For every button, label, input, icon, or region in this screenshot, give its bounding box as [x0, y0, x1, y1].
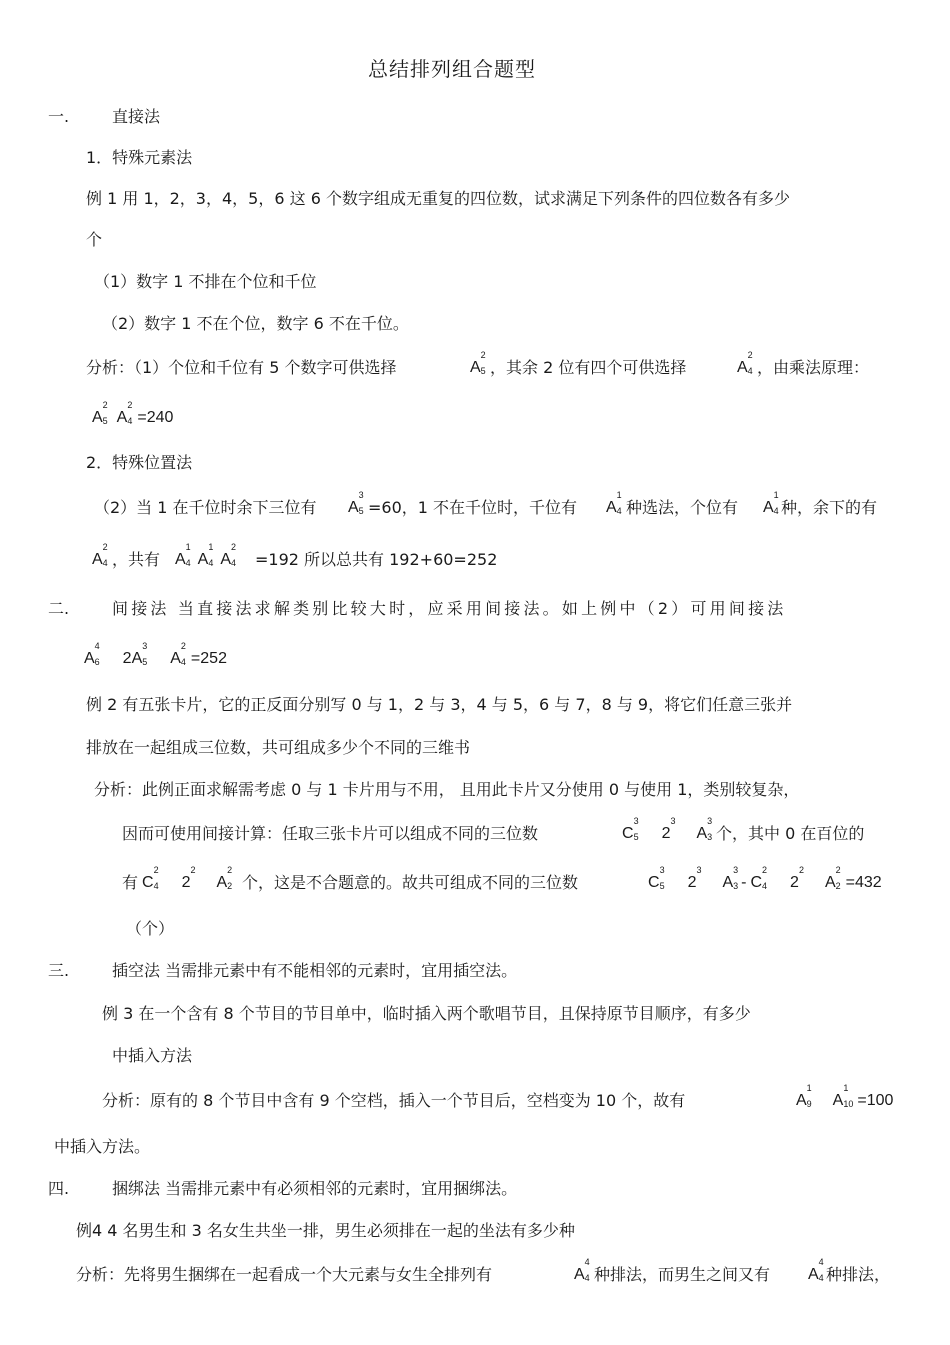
example-3-line-1: 例 3 在一个含有 8 个节目的节目单中，临时插入两个歌唱节目，且保持原节目顺序，有多少: [102, 1004, 751, 1023]
part-2-text-b: =60，1 不在千位时，千位有: [368, 498, 578, 517]
section-4-heading: 捆绑法 当需排元素中有必须相邻的元素时，宜用捆绑法。: [112, 1179, 518, 1198]
example-1-line-1: 例 1 用 1，2，3，4，5，6 这 6 个数字组成无重复的四位数，试求满足下列条件的四位数各有多少: [86, 189, 790, 208]
example-4-line-1: 例4 4 名男生和 3 名女生共坐一排，男生必须排在一起的坐法有多少种: [76, 1221, 575, 1240]
analysis-1-text-a: 分析：（1）个位和千位有 5 个数字可供选择: [86, 358, 397, 377]
page-title: 总结排列组合题型: [368, 57, 536, 81]
section-1-number: 一.: [48, 107, 70, 126]
analysis-4-text-c: 种排法，: [826, 1265, 891, 1284]
analysis-2-line-1: 分析：此例正面求解需考虑 0 与 1 卡片用与不用， 且用此卡片又分使用 0 与使用 1，类别较复杂，: [94, 780, 800, 799]
perm-A-4-1-b: A 1 4: [763, 490, 779, 516]
part-3-expression: A 1 4 A 1 4 A 2 4: [175, 542, 237, 568]
perm-A-5-3: A 3 5: [348, 490, 364, 516]
perm-A-4-4-a: A 4 4: [574, 1257, 590, 1283]
perm-A-4-2: A 2 4: [737, 350, 753, 376]
perm-A-5-2: A 2 5: [470, 350, 486, 376]
part-2-text-a: （2）当 1 在千位时余下三位有: [94, 498, 317, 517]
part-3-text-b: =192 所以总共有 192+60=252: [255, 550, 498, 569]
analysis-2-line-3-expression-a: C 2 4 2 2 A 2 2: [142, 865, 233, 891]
result-1-value: =240: [137, 409, 174, 426]
example-3-line-2: 中插入方法: [112, 1046, 193, 1065]
analysis-2-line-2-expression: C 3 5 2 3 A 3 3: [622, 816, 713, 842]
section-4-number: 四.: [48, 1179, 70, 1198]
subsection-1-1: 1．特殊元素法: [86, 148, 193, 167]
section-2-heading: 间接法 当直接法求解类别比较大时，应采用间接法。如上例中（2）可用间接法: [112, 599, 787, 618]
subsection-1-2: 2．特殊位置法: [86, 453, 193, 472]
perm-A-4-4-b: A 4 4: [808, 1257, 824, 1283]
result-1-expression: A 2 5 A 2 4 =240: [92, 400, 174, 426]
example-2-line-2: 排放在一起组成三位数，共可组成多少个不同的三维书: [86, 738, 471, 757]
analysis-2-line-2-text-b: 个，其中 0 在百位的: [716, 824, 865, 843]
analysis-4-text-a: 分析：先将男生捆绑在一起看成一个大元素与女生全排列有: [76, 1265, 493, 1284]
analysis-3-line-2: 中插入方法。: [54, 1137, 151, 1156]
analysis-3-expression: A 1 9 A 1 10 =100: [796, 1083, 894, 1109]
perm-A-4-2-b: A 2 4: [92, 542, 108, 568]
example-1-condition-2: （2）数字 1 不在个位，数字 6 不在千位。: [102, 314, 409, 333]
example-2-line-1: 例 2 有五张卡片，它的正反面分别写 0 与 1，2 与 3，4 与 5，6 与 7，8 与 9，将它们任意三张并: [86, 695, 793, 714]
section-2-expression: A 4 6 2A 3 5 A 2 4 =252: [84, 641, 227, 667]
section-3-heading: 插空法 当需排元素中有不能相邻的元素时，宜用插空法。: [112, 961, 518, 980]
analysis-2-line-4: （个）: [126, 919, 175, 938]
analysis-4-text-b: 种排法，而男生之间又有: [594, 1265, 771, 1284]
analysis-2-line-2-text-a: 因而可使用间接计算：任取三张卡片可以组成不同的三位数: [122, 824, 539, 843]
example-1-line-2: 个: [86, 230, 103, 249]
analysis-1-text-c: ，由乘法原理：: [757, 358, 870, 377]
example-1-condition-1: （1）数字 1 不排在个位和千位: [94, 272, 317, 291]
analysis-2-line-3-expression-b: C 3 5 2 3 A 3 3 - C 2 4 2 2 A 2 2 =432: [648, 865, 882, 891]
part-3-text-a: ，共有: [112, 550, 161, 569]
analysis-3-text: 分析：原有的 8 个节目中含有 9 个空档，插入一个节目后，空档变为 10 个，故有: [102, 1091, 686, 1110]
section-3-number: 三.: [48, 961, 70, 980]
analysis-2-line-3-text-b: 个，这是不合题意的。故共可组成不同的三位数: [242, 873, 579, 892]
part-2-text-c: 种选法，个位有: [626, 498, 739, 517]
section-2-number: 二.: [48, 599, 70, 618]
analysis-2-line-3-text-a: 有: [122, 873, 139, 892]
part-2-text-d: 种，余下的有: [781, 498, 878, 517]
section-1-heading: 直接法: [112, 107, 161, 126]
analysis-1-text-b: ，其余 2 位有四个可供选择: [490, 358, 687, 377]
perm-A-4-1-a: A 1 4: [606, 490, 622, 516]
